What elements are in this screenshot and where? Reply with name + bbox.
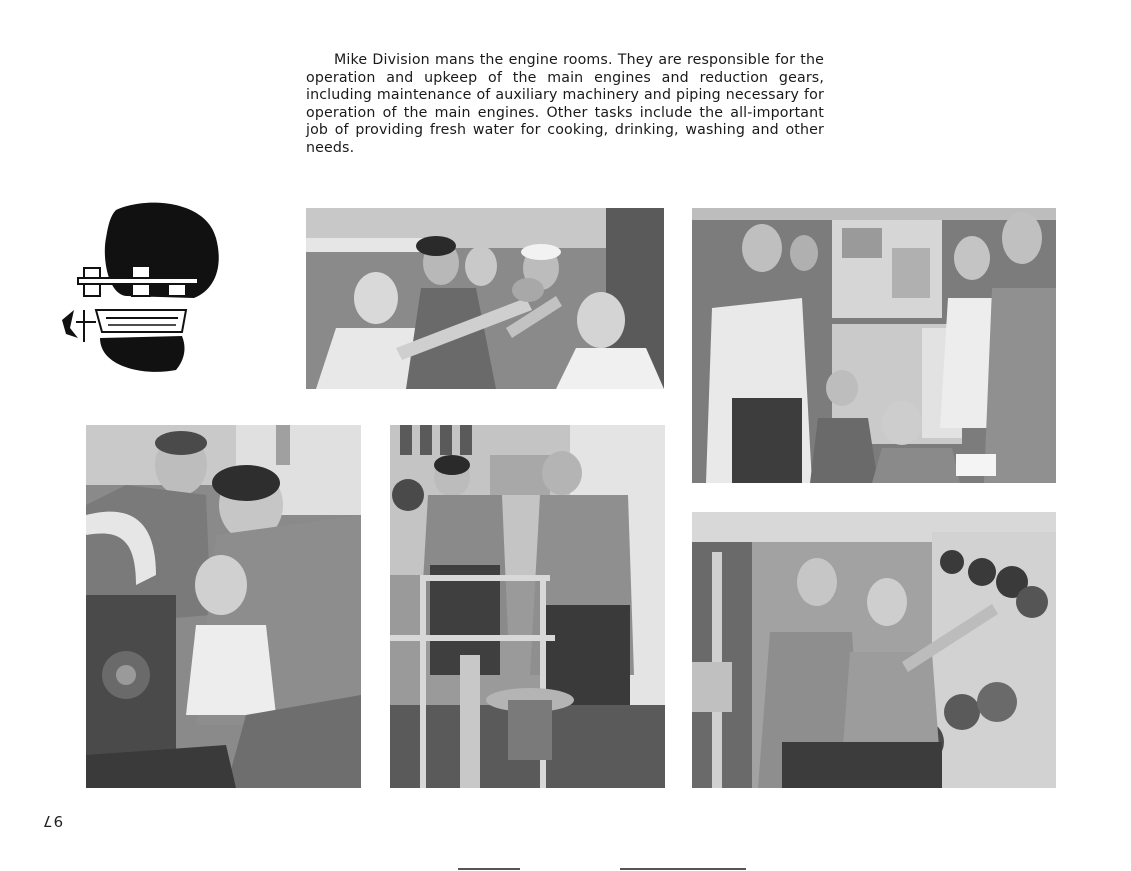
intro-paragraph: Mike Division mans the engine rooms. They are responsible for the operation and upkeep of the main engines and reduction gears, including maintenance of auxiliary machinery and piping necessary for operation of the main engines. Other tasks include the all-important job of providing fresh water for cooking, drinking, washing and other needs.: [306, 52, 824, 156]
page-edge-mark: [458, 868, 520, 870]
page-number: 97: [42, 812, 64, 830]
page-edge-mark: [620, 868, 746, 870]
photo-sailors-at-gauge-board: [692, 512, 1056, 788]
ship-engine-cartoon-icon: [56, 198, 222, 378]
photo-group-of-sailors: [306, 208, 664, 389]
photo-sailors-at-piping: [86, 425, 361, 788]
photo-sailors-with-handcart: [390, 425, 665, 788]
photo-sailors-at-control-panel: [692, 208, 1056, 483]
